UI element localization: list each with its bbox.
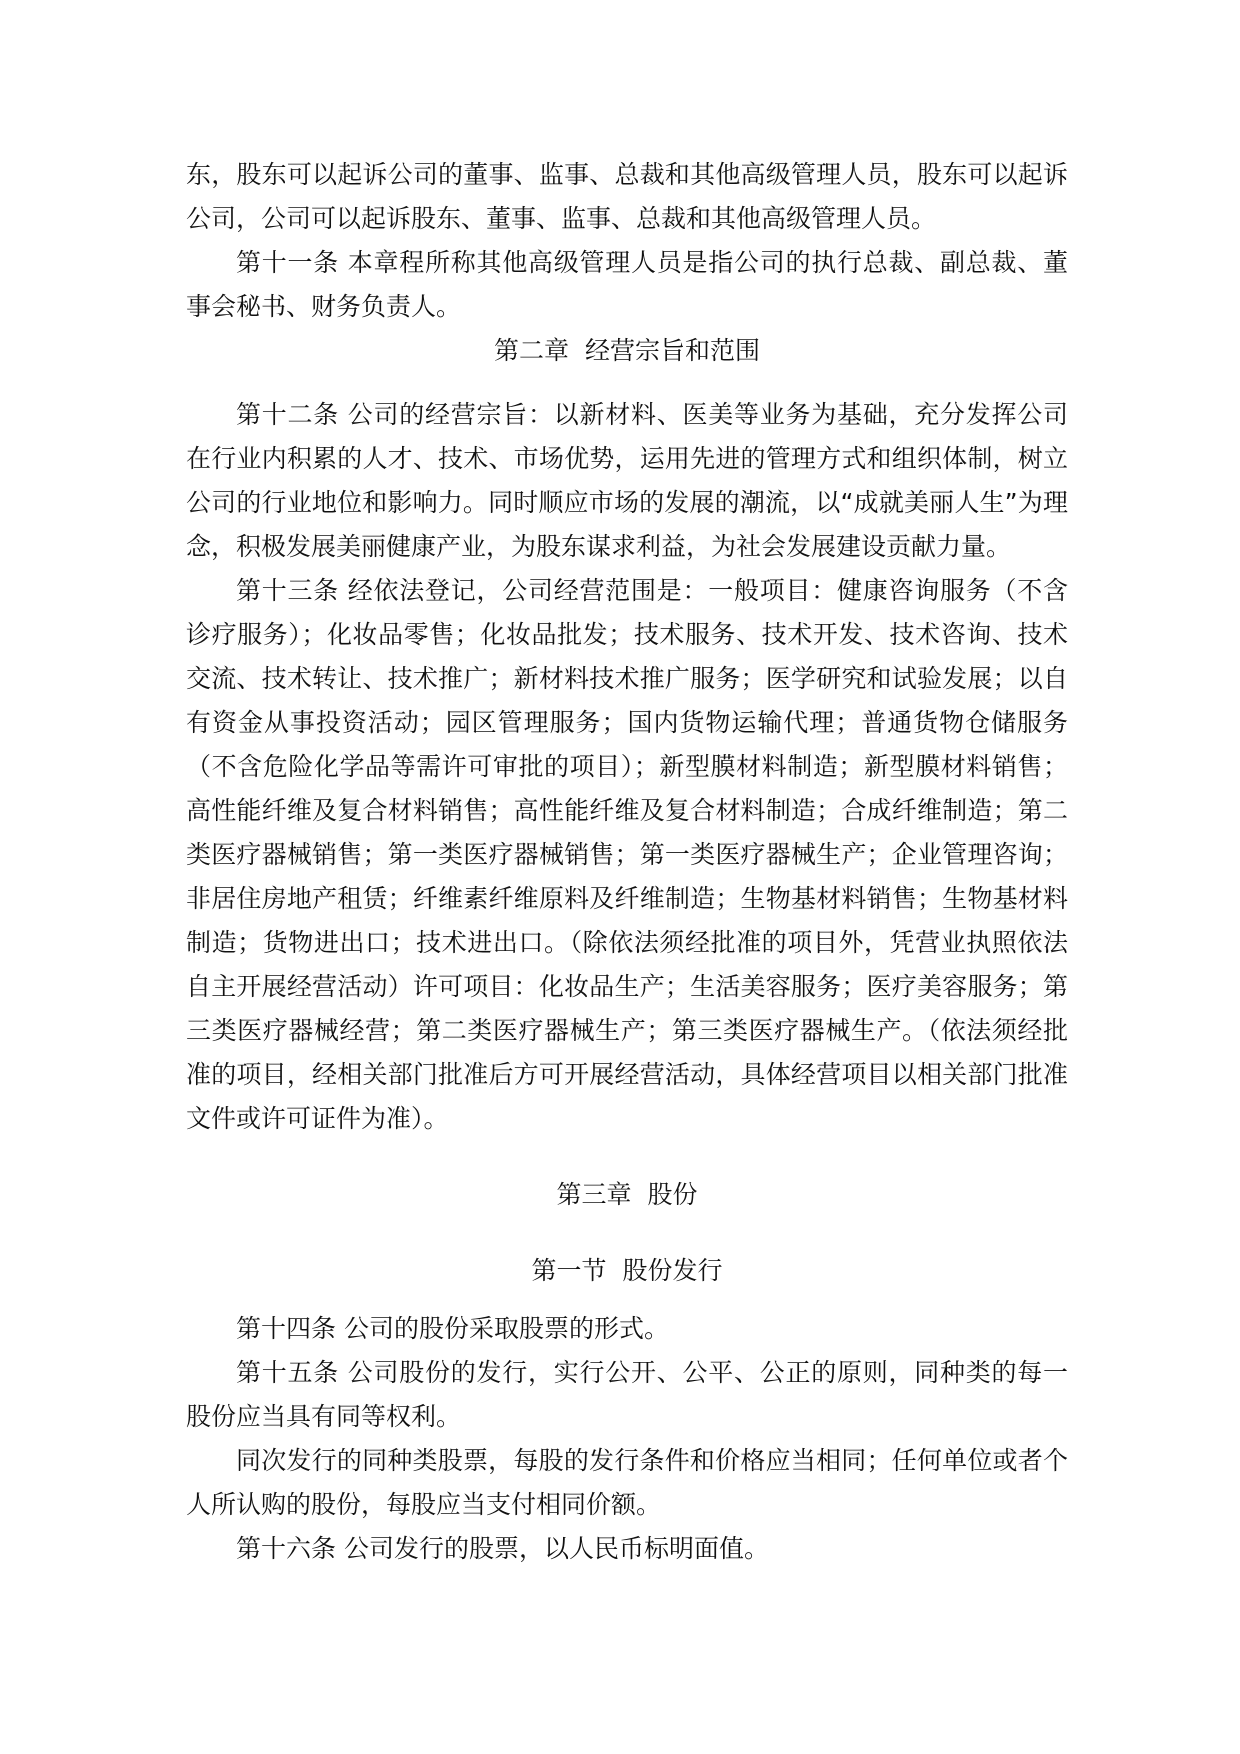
article-11: 第十一条 本章程所称其他高级管理人员是指公司的执行总裁、副总裁、董事会秘书、财务负责人。 bbox=[186, 248, 1068, 321]
article-12: 第十二条 公司的经营宗旨：以新材料、医美等业务为基础，充分发挥公司在行业内积累的人才、技术、市场优势，运用先进的管理方式和组织体制，树立公司的行业地位和影响力。同时顺应市场的发展的潮流，以“成就美丽人生”为理念，积极发展美丽健康产业，为股东谋求利益，为社会发展建设贡献力量。 bbox=[186, 400, 1068, 561]
article-15: 第十五条 公司股份的发行，实行公开、公平、公正的原则，同种类的每一股份应当具有同等权利。 bbox=[186, 1358, 1068, 1431]
article-16: 第十六条 公司发行的股票，以人民币标明面值。 bbox=[236, 1534, 769, 1563]
chapter-3-heading: 第三章 股份 bbox=[556, 1180, 698, 1209]
section-1-heading: 第一节 股份发行 bbox=[531, 1256, 723, 1285]
article-15-paragraph-2: 同次发行的同种类股票，每股的发行条件和价格应当相同；任何单位或者个人所认购的股份，每股应当支付相同价额。 bbox=[186, 1446, 1068, 1519]
article-13: 第十三条 经依法登记，公司经营范围是：一般项目：健康咨询服务（不含诊疗服务）；化妆品零售；化妆品批发；技术服务、技术开发、技术咨询、技术交流、技术转让、技术推广；新材料技术推广服务；医学研究和试验发展；以自有资金从事投资活动；园区管理服务；国内货物运输代理；普通货物仓储服务（不含危险化学品等需许可审批的项目）；新型膜材料制造；新型膜材料销售；高性能纤维及复合材料销售；高性能纤维及复合材料制造；合成纤维制造；第二类医疗器械销售；第一类医疗器械销售；第一类医疗器械生产；企业管理咨询；非居住房地产租赁；纤维素纤维原料及纤维制造；生物基材料销售；生物基材料制造；货物进出口；技术进出口。（除依法须经批准的项目外，凭营业执照依法自主开展经营活动）许可项目：化妆品生产；生活美容服务；医疗美容服务；第三类医疗器械经营；第二类医疗器械生产；第三类医疗器械生产。（依法须经批准的项目，经相关部门批准后方可开展经营活动，具体经营项目以相关部门批准文件或许可证件为准）。 bbox=[186, 576, 1068, 1133]
document-body bbox=[186, 153, 1068, 1571]
article-10-continuation: 东，股东可以起诉公司的董事、监事、总裁和其他高级管理人员，股东可以起诉公司，公司可以起诉股东、董事、监事、总裁和其他高级管理人员。 bbox=[186, 160, 1068, 233]
article-14: 第十四条 公司的股份采取股票的形式。 bbox=[236, 1314, 669, 1343]
chapter-2-heading: 第二章 经营宗旨和范围 bbox=[494, 336, 760, 365]
